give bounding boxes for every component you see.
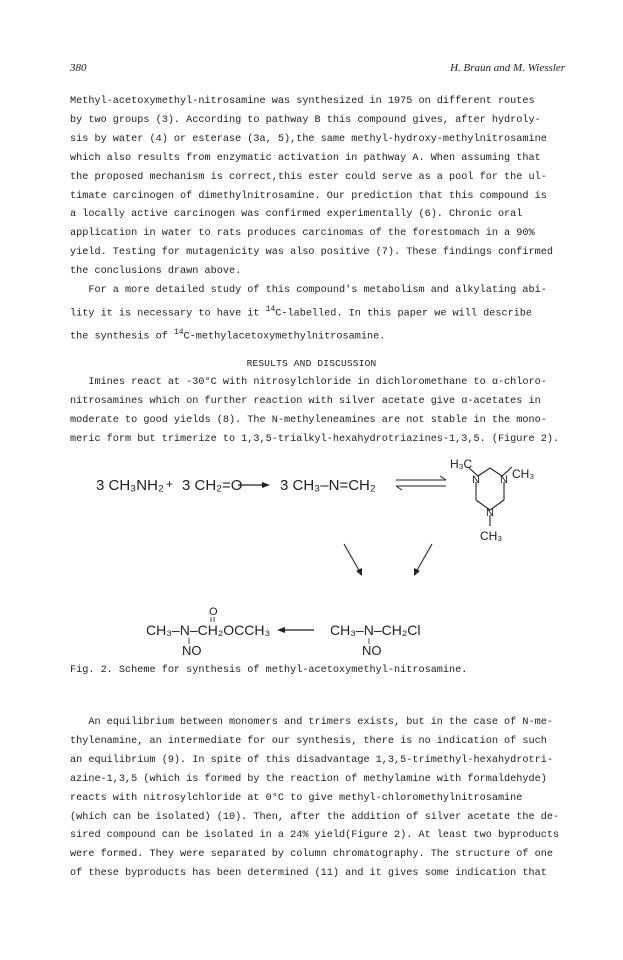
triazine-methyl-left: H₃C: [450, 457, 473, 471]
text-line: [70, 301, 560, 324]
triazine-n-left: N: [472, 474, 480, 486]
text-line: meric form but trimerize to 1,3,5-trialkyl-hexahydrotriazines-1,3,5. (Figure 2).: [70, 433, 560, 445]
text-line: the conclusions drawn above.: [70, 266, 242, 278]
reaction-scheme: [0, 440, 623, 665]
text-line: which also results from enzymatic activation in pathway A. When assuming that: [70, 152, 541, 164]
reactant-methylamine: 3 CH₃NH₂: [96, 477, 164, 494]
text-line: azine-1,3,5 (which is formed by the reaction of methylamine with formaldehyde): [70, 773, 547, 785]
paragraph-equilibrium: [70, 714, 560, 884]
text-segment: the synthesis of: [70, 331, 174, 343]
text-line: an equilibrium (9). In spite of this disadvantage 1,3,5-trimethyl-hexahydrotri-: [70, 754, 553, 766]
text-line: moderate to good yields (8). The N-methyleneamines are not stable in the mono-: [70, 414, 547, 426]
text-line: nitrosamines which on further reaction with silver acetate give α-acetates in: [70, 395, 541, 407]
chloro-intermediate: CH₃–N–CH₂Cl: [330, 622, 421, 638]
text-segment: C-labelled. In this paper we will describe: [275, 308, 533, 320]
arrow-down-right: [344, 544, 362, 576]
reaction-arrow-right: [238, 482, 270, 488]
carbonyl-oxygen: O: [209, 606, 218, 618]
reaction-arrow-left: [277, 627, 314, 633]
page-number: 380: [70, 62, 87, 74]
text-line: [70, 324, 560, 347]
superscript: 14: [265, 304, 276, 314]
section-heading: RESULTS AND DISCUSSION: [246, 358, 377, 369]
arrow-down-left: [414, 544, 432, 576]
text-line: a locally active carcinogen was confirmed experimentally (6). Chronic oral: [70, 209, 523, 221]
reactant-formaldehyde: 3 CH₂=O: [182, 477, 243, 494]
text-line: An equilibrium between monomers and trimers exists, but in the case of N-me-: [70, 717, 553, 728]
paragraph-aim: [70, 282, 560, 348]
text-line: reacts with nitrosylchloride at 0°C to give methyl-chloromethylnitrosamine: [70, 792, 523, 804]
text-line: by two groups (3). According to pathway B this compound gives, after hydroly-: [70, 114, 541, 126]
text-line: application in water to rats produces carcinomas of the forestomach in a 90%: [70, 228, 535, 240]
text-line: thylenamine, an intermediate for our synthesis, there is no indication of such: [70, 735, 547, 747]
superscript: 14: [173, 328, 184, 338]
triazine-n-bottom: N: [486, 507, 494, 519]
text-segment: lity it is necessary to have it: [70, 308, 266, 320]
text-line: the proposed mechanism is correct,this ester could serve as a pool for the ul-: [70, 171, 547, 183]
paragraph-imines: [70, 374, 560, 450]
text-line: sired compound can be isolated in a 24% yield(Figure 2). At least two byproducts: [70, 830, 560, 842]
text-line: of these byproducts has been determined (11) and it gives some indication that: [70, 868, 547, 880]
triazine-methyl-bottom: CH₃: [480, 529, 503, 543]
final-product-nitroso: NO: [182, 643, 202, 658]
text-line: Imines react at -30°C with nitrosylchloride in dichloromethane to α-chloro-: [70, 377, 547, 388]
figure-caption: Fig. 2. Scheme for synthesis of methyl-acetoxymethyl-nitrosamine.: [70, 665, 468, 676]
product-imine: 3 CH₃–N=CH₂: [280, 477, 376, 494]
text-line: Methyl-acetoxymethyl-nitrosamine was synthesized in 1975 on different routes: [70, 96, 535, 107]
text-segment: C-methylacetoxymethylnitrosamine.: [183, 331, 386, 343]
text-line: For a more detailed study of this compound's metabolism and alkylating abi-: [70, 285, 547, 296]
plus-sign: +: [166, 477, 174, 491]
final-product-acetoxy-nitrosamine: CH₃–N–CH₂OCCH₃: [146, 622, 271, 638]
text-line: (which can be isolated) (10). Then, after the addition of silver acetate the de-: [70, 811, 560, 823]
triazine-methyl-right: CH₃: [512, 467, 535, 481]
equilibrium-arrow: [396, 476, 446, 490]
triazine-n-right: N: [500, 474, 508, 486]
text-line: were formed. They were separated by column chromatography. The structure of one: [70, 849, 553, 861]
text-line: yield. Testing for mutagenicity was also positive (7). These findings confirmed: [70, 247, 553, 259]
text-line: sis by water (4) or esterase (3a, 5),the same methyl-hydroxy-methylnitrosamine: [70, 133, 547, 145]
text-line: timate carcinogen of dimethylnitrosamine. Our prediction that this compound is: [70, 190, 547, 202]
paragraph-intro: [70, 93, 560, 282]
chloro-intermediate-nitroso: NO: [362, 643, 382, 658]
running-header-authors: H. Braun and M. Wiessler: [450, 62, 565, 74]
